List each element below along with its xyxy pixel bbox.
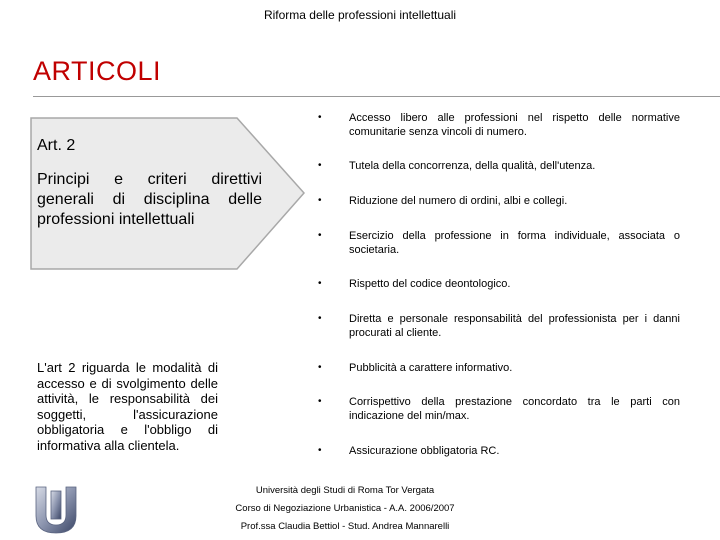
footer-university: Università degli Studi di Roma Tor Vergata xyxy=(255,485,435,496)
list-item-text: Esercizio della professione in forma individuale, associata o societaria. xyxy=(349,230,680,256)
bullet-icon: • xyxy=(318,396,322,407)
list-item-text: Assicurazione obbligatoria RC. xyxy=(349,445,500,457)
bullet-icon: • xyxy=(318,195,322,206)
list-item-text: Pubblicità a carattere informativo. xyxy=(349,362,513,374)
page-header-title: Riforma delle professioni intellettuali xyxy=(263,8,457,22)
bullet-icon: • xyxy=(318,445,322,456)
list-item-text: Corrispettivo della prestazione concordato tra le parti con indicazione del min/max. xyxy=(349,396,680,422)
list-item-text: Tutela della concorrenza, della qualità, dell'utenza. xyxy=(349,160,596,172)
list-item-text: Rispetto del codice deontologico. xyxy=(349,278,511,290)
footer-authors: Prof.ssa Claudia Bettiol - Stud. Andrea Mannarelli xyxy=(240,521,450,532)
list-item-text: Diretta e personale responsabilità del professionista per i danni procurati al cliente. xyxy=(349,313,680,339)
title-divider xyxy=(33,96,720,97)
list-item-text: Riduzione del numero di ordini, albi e collegi. xyxy=(349,195,568,207)
list-item-text: Accesso libero alle professioni nel rispetto delle normative comunitarie senza vincoli di numero. xyxy=(349,112,680,138)
university-logo-icon xyxy=(34,485,78,535)
bullet-icon: • xyxy=(318,160,322,171)
bullet-icon: • xyxy=(318,278,322,289)
section-title: ARTICOLI xyxy=(33,56,162,86)
article-heading: Principi e criteri direttivi generali di disciplina delle professioni intellettuali xyxy=(37,171,262,228)
bullet-icon: • xyxy=(318,230,322,241)
article-number: Art. 2 xyxy=(37,137,76,154)
bullet-icon: • xyxy=(318,362,322,373)
footer-course: Corso di Negoziazione Urbanistica - A.A. 2006/2007 xyxy=(235,503,455,514)
bullet-icon: • xyxy=(318,313,322,324)
bullet-icon: • xyxy=(318,112,322,123)
article-summary: L'art 2 riguarda le modalità di accesso e di svolgimento delle attività, le responsabilità dei soggetti, l'assicurazione obbligatoria e l'obbligo di informativa alla clientela. xyxy=(37,360,218,453)
